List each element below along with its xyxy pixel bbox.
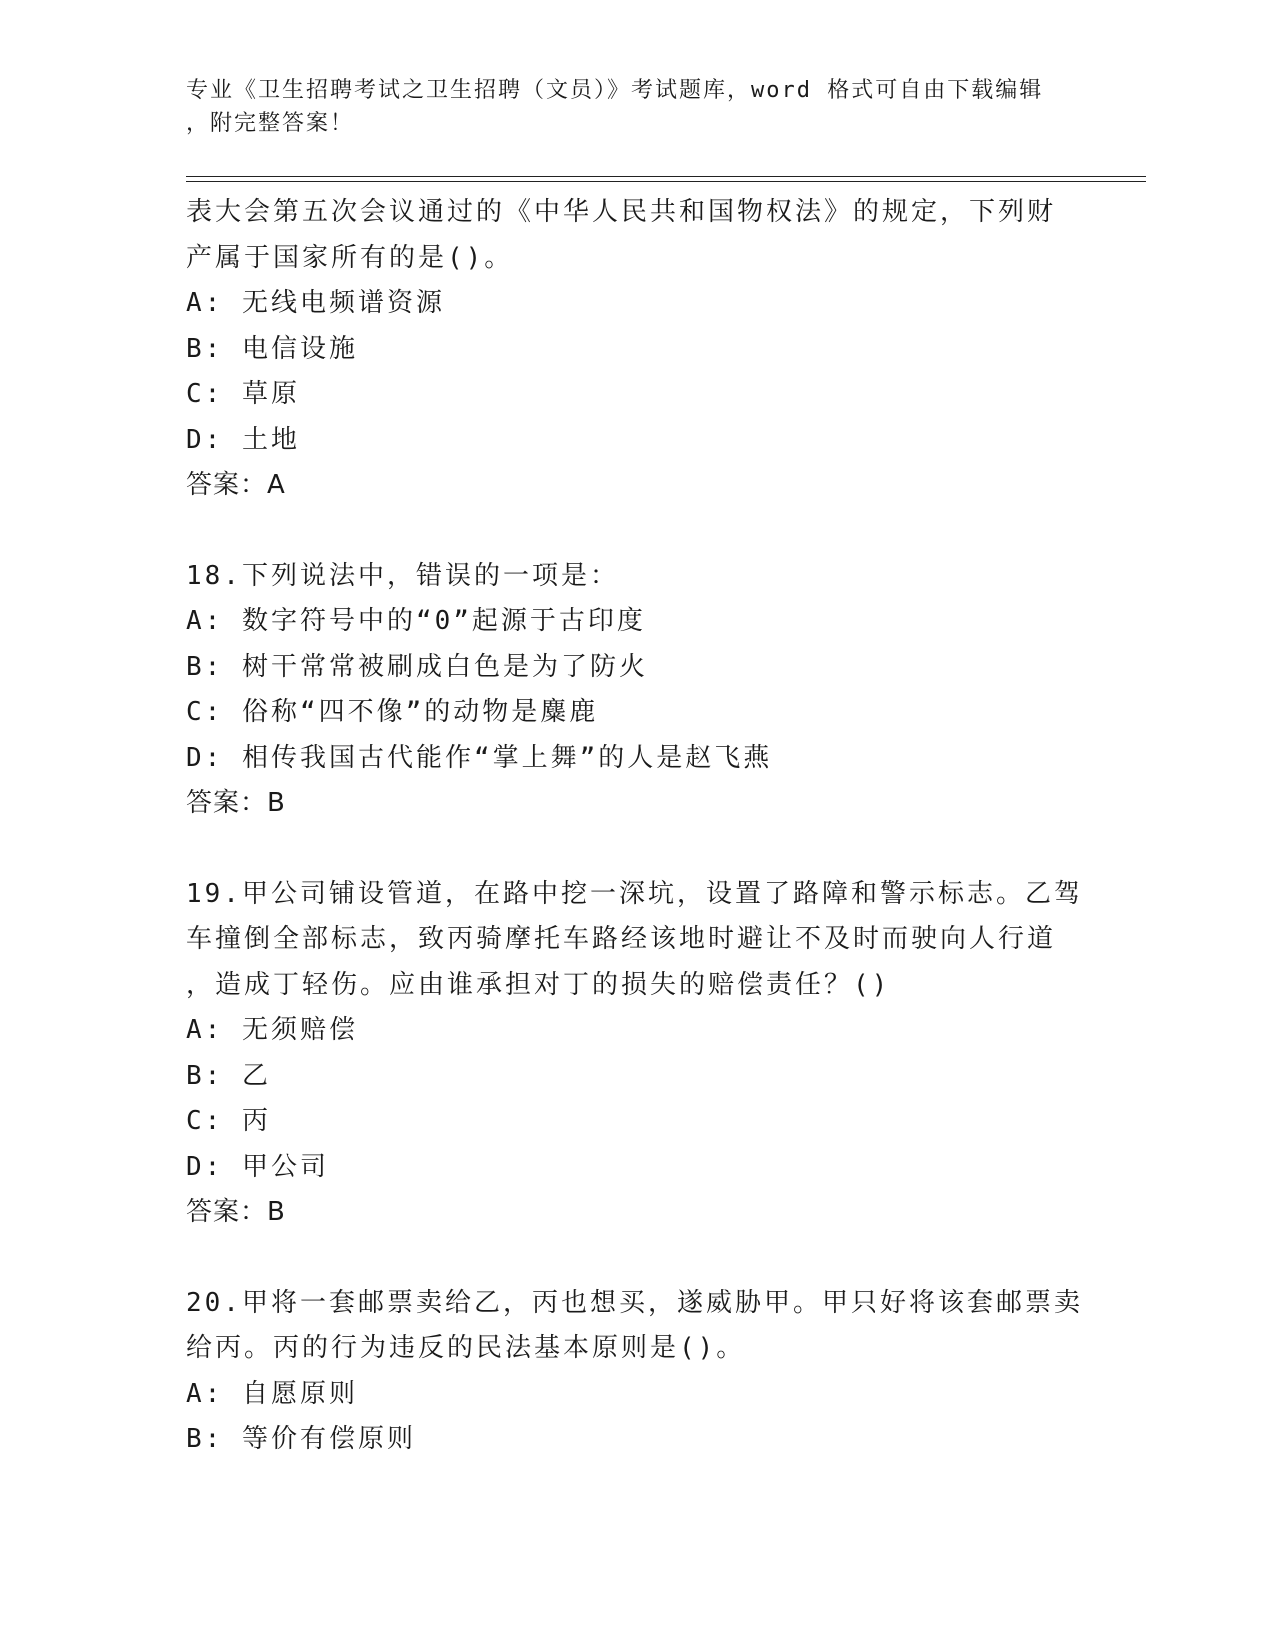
question-spacer	[186, 827, 1086, 872]
question-spacer	[186, 509, 1086, 554]
question-17	[186, 190, 1086, 509]
question-stem: 产属于国家所有的是()。	[186, 242, 514, 273]
option-c: C: 俗称“四不像”的动物是麋鹿	[186, 697, 599, 727]
option-b: B: 电信设施	[186, 333, 358, 364]
question-list	[186, 190, 1086, 1463]
option-a: A: 数字符号中的“0”起源于古印度	[186, 606, 646, 636]
option-a: A: 无须赔偿	[186, 1015, 358, 1045]
answer-label: 答案：B	[186, 1197, 286, 1227]
question-stem: 车撞倒全部标志，致丙骑摩托车路经该地时避让不及时而驶向人行道	[186, 924, 1057, 954]
option-d: D: 相传我国古代能作“掌上舞”的人是赵飞燕	[186, 742, 773, 773]
header-divider-top	[186, 176, 1146, 177]
question-stem: 18.下列说法中，错误的一项是：	[186, 560, 619, 591]
question-stem: ，造成丁轻伤。应由谁承担对丁的损失的赔偿责任？()	[186, 969, 891, 1000]
option-d: D: 土地	[186, 424, 300, 455]
option-b: B: 树干常常被刷成白色是为了防火	[186, 651, 648, 682]
option-a: A: 无线电频谱资源	[186, 288, 445, 318]
question-19	[186, 872, 1086, 1236]
header-line-1: 专业《卫生招聘考试之卫生招聘（文员）》考试题库，word 格式可自由下载编辑	[186, 78, 1044, 103]
question-stem: 给丙。丙的行为违反的民法基本原则是()。	[186, 1333, 746, 1363]
question-18	[186, 554, 1086, 827]
question-stem: 20.甲将一套邮票卖给乙，丙也想买，遂威胁甲。甲只好将该套邮票卖	[186, 1287, 1083, 1318]
question-20	[186, 1281, 1086, 1463]
question-spacer	[186, 1236, 1086, 1281]
answer-label: 答案：A	[186, 470, 286, 500]
question-stem: 表大会第五次会议通过的《中华人民共和国物权法》的规定，下列财	[186, 197, 1057, 227]
header-line-2: ，附完整答案！	[186, 111, 355, 136]
document-header	[186, 74, 1066, 140]
option-b: B: 乙	[186, 1060, 271, 1091]
option-d: D: 甲公司	[186, 1151, 329, 1182]
option-c: C: 草原	[186, 379, 300, 409]
option-b: B: 等价有偿原则	[186, 1424, 416, 1454]
answer-label: 答案：B	[186, 788, 286, 818]
question-stem: 19.甲公司铺设管道，在路中挖一深坑，设置了路障和警示标志。乙驾	[186, 878, 1083, 909]
option-a: A: 自愿原则	[186, 1378, 358, 1409]
option-c: C: 丙	[186, 1106, 271, 1136]
header-divider-bottom	[186, 181, 1146, 182]
